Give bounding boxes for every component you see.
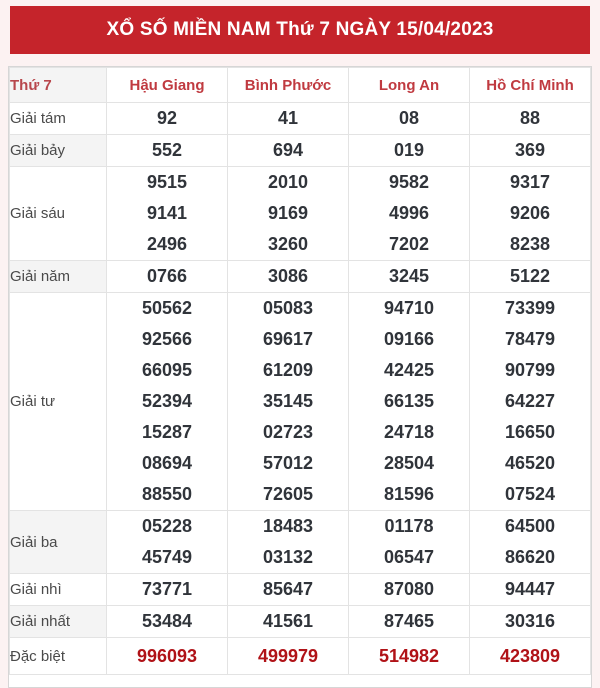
prize-number: 53484 [141,611,193,631]
prize-number: 8238 [509,234,551,254]
prize-number: 369 [514,140,546,160]
prize-number: 0766 [146,266,188,286]
province-header-long-an: Long An [349,68,470,103]
prize-number: 3086 [267,266,309,286]
prize-number: 78479 [504,329,556,349]
prize-number: 09166 [383,329,435,349]
prize-number: 996093 [136,646,198,666]
prize-number: 7202 [388,234,430,254]
prize-number: 61209 [262,360,314,380]
prize-value-cell [349,606,470,638]
prize-number: 05083 [262,298,314,318]
prize-label: Giải nhì [10,574,107,606]
prize-value-cell [107,135,228,167]
prize-value-cell [349,103,470,135]
prize-number: 86620 [504,547,556,567]
prize-number: 9317 [509,172,551,192]
prize-value-cell [107,167,228,261]
prize-value-cell [228,261,349,293]
prize-number: 41561 [262,611,314,631]
prize-number: 9141 [146,203,188,223]
prize-label: Giải bảy [10,135,107,167]
prize-number: 87465 [383,611,435,631]
prize-number: 88 [519,108,541,128]
prize-number: 9169 [267,203,309,223]
prize-label: Giải nhất [10,606,107,638]
prize-value-cell [228,606,349,638]
prize-value-cell [228,135,349,167]
prize-value-cell [470,511,591,574]
prize-value-cell [349,293,470,511]
prize-number: 41 [277,108,299,128]
prize-number: 69617 [262,329,314,349]
table-header-row [10,68,591,103]
prize-row [10,103,591,135]
results-table-container [8,66,592,688]
page-title: XỔ SỐ MIỀN NAM Thứ 7 NGÀY 15/04/2023 [106,19,494,40]
prize-number: 07524 [504,484,556,504]
prize-number: 9515 [146,172,188,192]
prize-number: 05228 [141,516,193,536]
prize-value-cell [107,103,228,135]
prize-value-cell [349,167,470,261]
prize-value-cell [228,638,349,675]
prize-value-cell [349,135,470,167]
prize-number: 15287 [141,422,193,442]
prize-row [10,638,591,675]
prize-value-cell [349,574,470,606]
prize-label: Giải tư [10,293,107,511]
prize-number: 92 [156,108,178,128]
prize-number: 92566 [141,329,193,349]
province-header-ho-chi-minh: Hồ Chí Minh [470,68,591,103]
prize-number: 73771 [141,579,193,599]
prize-value-cell [107,638,228,675]
prize-number: 3245 [388,266,430,286]
prize-value-cell [107,261,228,293]
prize-row [10,606,591,638]
prize-number: 02723 [262,422,314,442]
prize-number: 50562 [141,298,193,318]
prize-value-cell [470,261,591,293]
prize-label: Giải tám [10,103,107,135]
prize-value-cell [107,574,228,606]
prize-row [10,293,591,511]
prize-value-cell [470,103,591,135]
prize-number: 94710 [383,298,435,318]
prize-value-cell [470,293,591,511]
prize-number: 552 [151,140,183,160]
prize-value-cell [470,638,591,675]
prize-number: 87080 [383,579,435,599]
prize-value-cell [470,135,591,167]
prize-label: Giải ba [10,511,107,574]
prize-number: 73399 [504,298,556,318]
prize-row [10,511,591,574]
prize-number: 16650 [504,422,556,442]
prize-number: 423809 [499,646,561,666]
prize-number: 66095 [141,360,193,380]
prize-value-cell [228,574,349,606]
prize-number: 35145 [262,391,314,411]
prize-number: 06547 [383,547,435,567]
prize-number: 85647 [262,579,314,599]
prize-value-cell [228,167,349,261]
prize-number: 28504 [383,453,435,473]
prize-number: 42425 [383,360,435,380]
prize-label: Giải sáu [10,167,107,261]
lottery-results-table [9,67,591,675]
prize-number: 72605 [262,484,314,504]
prize-number: 64500 [504,516,556,536]
table-bottom-spacer [9,675,591,687]
prize-value-cell [470,574,591,606]
province-header-hau-giang: Hậu Giang [107,68,228,103]
prize-label: Đặc biệt [10,638,107,675]
prize-value-cell [349,511,470,574]
prize-number: 03132 [262,547,314,567]
prize-value-cell [349,638,470,675]
prize-value-cell [349,261,470,293]
prize-number: 66135 [383,391,435,411]
prize-number: 08 [398,108,420,128]
page-title-banner [10,6,590,54]
prize-number: 94447 [504,579,556,599]
prize-value-cell [228,293,349,511]
prize-number: 08694 [141,453,193,473]
prize-number: 88550 [141,484,193,504]
prize-row [10,261,591,293]
prize-number: 24718 [383,422,435,442]
prize-number: 18483 [262,516,314,536]
prize-value-cell [107,606,228,638]
prize-value-cell [107,293,228,511]
prize-number: 81596 [383,484,435,504]
province-header-binh-phuoc: Bình Phước [228,68,349,103]
prize-value-cell [470,606,591,638]
prize-number: 45749 [141,547,193,567]
prize-number: 52394 [141,391,193,411]
prize-number: 019 [393,140,425,160]
prize-number: 5122 [509,266,551,286]
prize-number: 2496 [146,234,188,254]
prize-row [10,574,591,606]
prize-table-body [10,103,591,675]
prize-row [10,135,591,167]
prize-number: 499979 [257,646,319,666]
prize-number: 30316 [504,611,556,631]
prize-number: 01178 [384,516,434,536]
prize-number: 514982 [378,646,440,666]
prize-value-cell [107,511,228,574]
prize-number: 46520 [504,453,556,473]
prize-value-cell [228,103,349,135]
prize-number: 57012 [262,453,314,473]
prize-number: 4996 [388,203,430,223]
prize-number: 3260 [267,234,309,254]
prize-number: 9206 [509,203,551,223]
prize-label: Giải năm [10,261,107,293]
day-header-cell: Thứ 7 [10,68,107,103]
prize-row [10,167,591,261]
prize-number: 90799 [504,360,556,380]
prize-number: 694 [272,140,304,160]
prize-number: 64227 [504,391,556,411]
prize-value-cell [228,511,349,574]
prize-number: 9582 [388,172,430,192]
prize-value-cell [470,167,591,261]
prize-number: 2010 [267,172,309,192]
